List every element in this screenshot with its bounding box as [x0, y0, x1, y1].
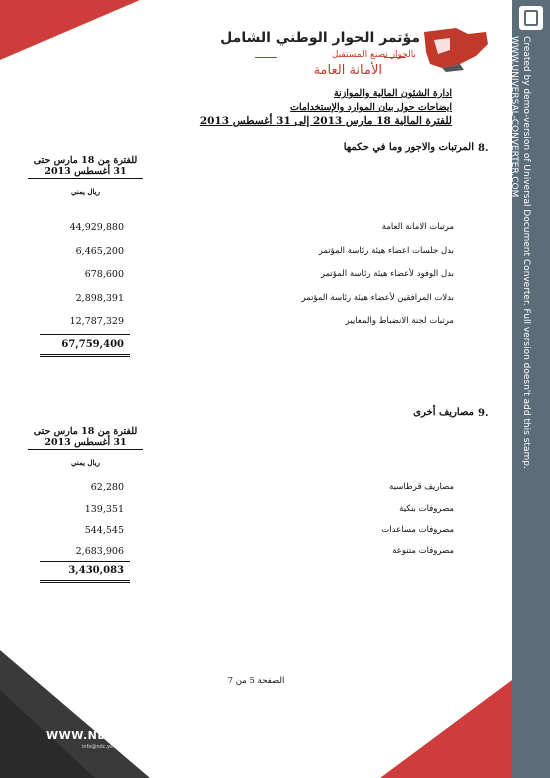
section-9-period-header: [28, 426, 143, 467]
department-line-3: للفترة المالية 18 مارس 2013 إلى 31 أغسطس 2013: [199, 115, 452, 127]
section-9-row-label: مصاريف قرطاسية: [389, 482, 454, 492]
period-line-2: 31 أغسطس 2013: [44, 166, 127, 177]
total-double-rule: [40, 580, 130, 583]
yemen-map-logo: [420, 24, 490, 74]
department-line-1: ادارة الشئون المالية والموازنة: [333, 88, 452, 99]
section-9-row-label: مصروفات متنوعة: [392, 546, 454, 556]
section-9-row-value: 544,545: [84, 525, 124, 536]
section-8-row-value: 44,929,880: [69, 222, 124, 233]
watermark-text: Created by demo-version of Universal Document Converter. Full version doesn't add this stamp.: [521, 36, 531, 469]
org-name: مؤتمر الحوار الوطني الشامل: [220, 30, 420, 46]
currency-label: ريال يمني: [71, 458, 100, 467]
section-9-row-label: مصروفات مساعدات: [381, 525, 454, 535]
section-8-row-label: بدل الوفود لأعضاء هيئة رئاسة المؤتمر: [320, 269, 454, 279]
total-double-rule: [40, 354, 130, 357]
section-8-row-value: 12,787,329: [69, 316, 124, 327]
website-link[interactable]: WWW.NDC.YE: [46, 729, 137, 742]
converter-logo-icon: [519, 6, 543, 30]
section-9-number: 9.: [478, 408, 489, 419]
section-9-row-value: 139,351: [84, 504, 124, 515]
section-8-total: 67,759,400: [61, 339, 124, 350]
total-rule: [40, 334, 130, 335]
secretariat-title: الأمانة العامة: [313, 63, 382, 78]
period-rule: [28, 449, 143, 450]
section-8-row-label: بدل جلسات اعضاء هيئة رئاسة المؤتمر: [318, 246, 454, 256]
page-number: الصفحة 5 من 7: [227, 676, 285, 686]
period-line-2: 31 أغسطس 2013: [44, 437, 127, 448]
department-line-2: ايضاحات حول بيان الموارد والإستخدامات: [290, 102, 452, 113]
divider-line: [255, 57, 277, 58]
section-8-period-header: [28, 155, 143, 196]
period-line-1: للفترة من 18 مارس حتى: [33, 155, 138, 166]
email-text: info@ndc.ye: [82, 744, 114, 750]
period-line-1: للفترة من 18 مارس حتى: [33, 426, 138, 437]
currency-label: ريال يمني: [71, 187, 100, 196]
section-9-row-value: 2,683,906: [75, 546, 124, 557]
section-8-row-value: 678,600: [84, 269, 124, 280]
slogan: بالحوار نصنع المستقبل: [331, 50, 416, 60]
section-8-row-label: مرتبات الامانة العامة: [381, 222, 454, 232]
total-rule: [40, 561, 130, 562]
section-8-row-value: 6,465,200: [75, 246, 124, 257]
watermark-url: WWW.UNIVERSAL-CONVERTER.COM: [509, 36, 519, 198]
section-8-row-value: 2,898,391: [75, 293, 124, 304]
section-8-row-label: مرتبات لجنة الانضباط والمعايير: [345, 316, 454, 326]
header-red-corner: [0, 0, 140, 60]
section-9-row-value: 62,280: [90, 482, 124, 493]
section-8-title: المرتبات والاجور وما في حكمها: [343, 142, 474, 153]
section-9-title: مصاريف أخرى: [413, 407, 474, 418]
period-rule: [28, 178, 143, 179]
section-9-total: 3,430,083: [68, 565, 124, 576]
section-8-number: 8.: [478, 143, 489, 154]
section-8-row-label: بدلات المرافقين لأعضاء هيئة رئاسة المؤتمر: [301, 293, 454, 303]
section-9-row-label: مصروفات بنكية: [399, 504, 454, 514]
footer-decoration: [0, 630, 512, 778]
